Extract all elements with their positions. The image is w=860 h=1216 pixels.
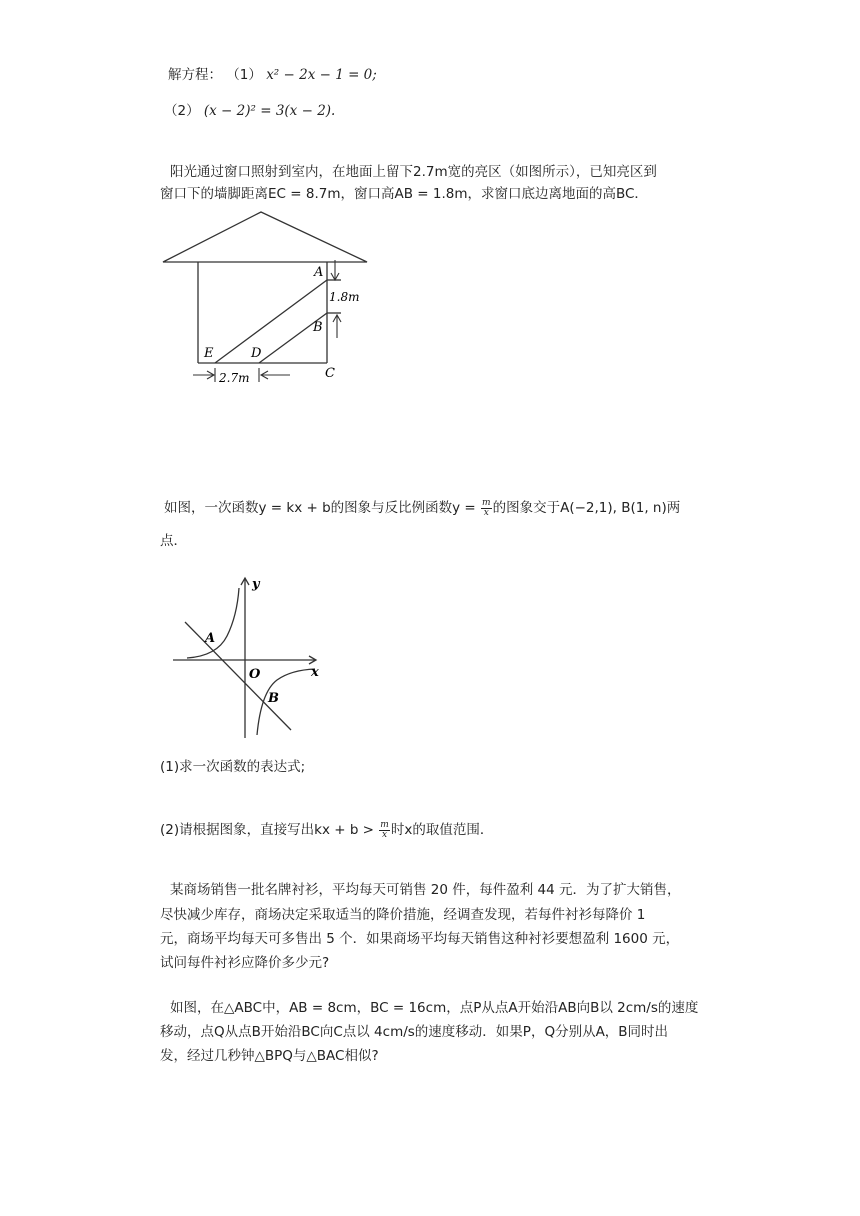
q5-line3: 发，经过几秒钟△BPQ与△BAC相似? — [160, 1048, 379, 1064]
label-len-AB: 1.8m — [329, 290, 360, 304]
q1-eq1-num: （1） — [226, 67, 262, 83]
fraction-numerator-2: m — [380, 819, 389, 830]
q2-line1: 阳光通过窗口照射到室内，在地面上留下2.7m宽的亮区（如图所示），已知亮区到 — [170, 164, 657, 180]
q1-eq2: (x − 2)² = 3(x − 2). — [203, 103, 336, 119]
label-len-ED: 2.7m — [219, 371, 250, 385]
q3-part2-b: 时x的取值范围． — [390, 822, 494, 838]
label-B: B — [313, 320, 323, 335]
label-x: x — [311, 665, 319, 680]
q4-line3: 元，商场平均每天可多售出 5 个．如果商场平均每天销售这种衬衫要想盈利 1600 元， — [160, 931, 680, 947]
fraction-denominator: x — [483, 507, 489, 518]
label-C: C — [325, 366, 335, 381]
hyperbola-branch-second-quadrant — [187, 588, 239, 658]
fraction-denominator-2: x — [382, 829, 388, 840]
q1-line2 — [164, 101, 335, 121]
q3-function-graph — [165, 570, 345, 745]
q3-part2-a: (2)请根据图象，直接写出kx + b > — [160, 822, 379, 838]
q1-eq1: x² − 2x − 1 = 0; — [266, 67, 377, 83]
q1-line1 — [168, 65, 377, 85]
q3-line1 — [164, 498, 680, 518]
q2-line2: 窗口下的墙脚距离EC = 8.7m，窗口高AB = 1.8m，求窗口底边离地面的高BC． — [160, 186, 648, 202]
q3-part1: (1)求一次函数的表达式; — [160, 759, 306, 775]
label-E: E — [204, 346, 214, 361]
q3-line1-a: 如图，一次函数y = kx + b的图象与反比例函数y = — [164, 500, 481, 516]
label-O: O — [249, 667, 261, 682]
q3-line2: 点． — [160, 533, 187, 549]
q1-eq2-num: （2） — [164, 103, 200, 119]
q3-part2 — [160, 820, 493, 840]
q5-line2: 移动，点Q从点B开始沿BC向C点以 4cm/s的速度移动．如果P，Q分别从A，B同时出 — [160, 1024, 669, 1040]
light-ray-AE — [215, 280, 327, 363]
q1-intro: 解方程： — [168, 67, 222, 83]
q4-line1: 某商场销售一批名牌衬衫，平均每天可销售 20 件，每件盈利 44 元．为了扩大销售， — [170, 882, 681, 898]
label-y: y — [252, 577, 260, 592]
label-B: B — [268, 691, 279, 706]
q2-window-figure — [155, 205, 375, 385]
fraction-numerator: m — [482, 497, 491, 508]
label-A: A — [205, 631, 216, 646]
label-A: A — [314, 265, 324, 280]
q3-line1-b: 的图象交于A(−2,1), B(1, n)两 — [492, 500, 681, 516]
q5-line1: 如图，在△ABC中，AB = 8cm，BC = 16cm，点P从点A开始沿AB向B以 2cm/s的速度 — [170, 1000, 699, 1016]
roof-shape — [163, 212, 367, 262]
fraction-m-over-x — [481, 499, 492, 518]
label-D: D — [251, 346, 262, 361]
q4-line4: 试问每件衬衫应降价多少元? — [160, 955, 330, 971]
linear-function-line — [185, 622, 291, 730]
fraction-m-over-x-2 — [379, 821, 390, 840]
q4-line2: 尽快减少库存，商场决定采取适当的降价措施，经调查发现，若每件衬衫每降价 1 — [160, 907, 646, 923]
